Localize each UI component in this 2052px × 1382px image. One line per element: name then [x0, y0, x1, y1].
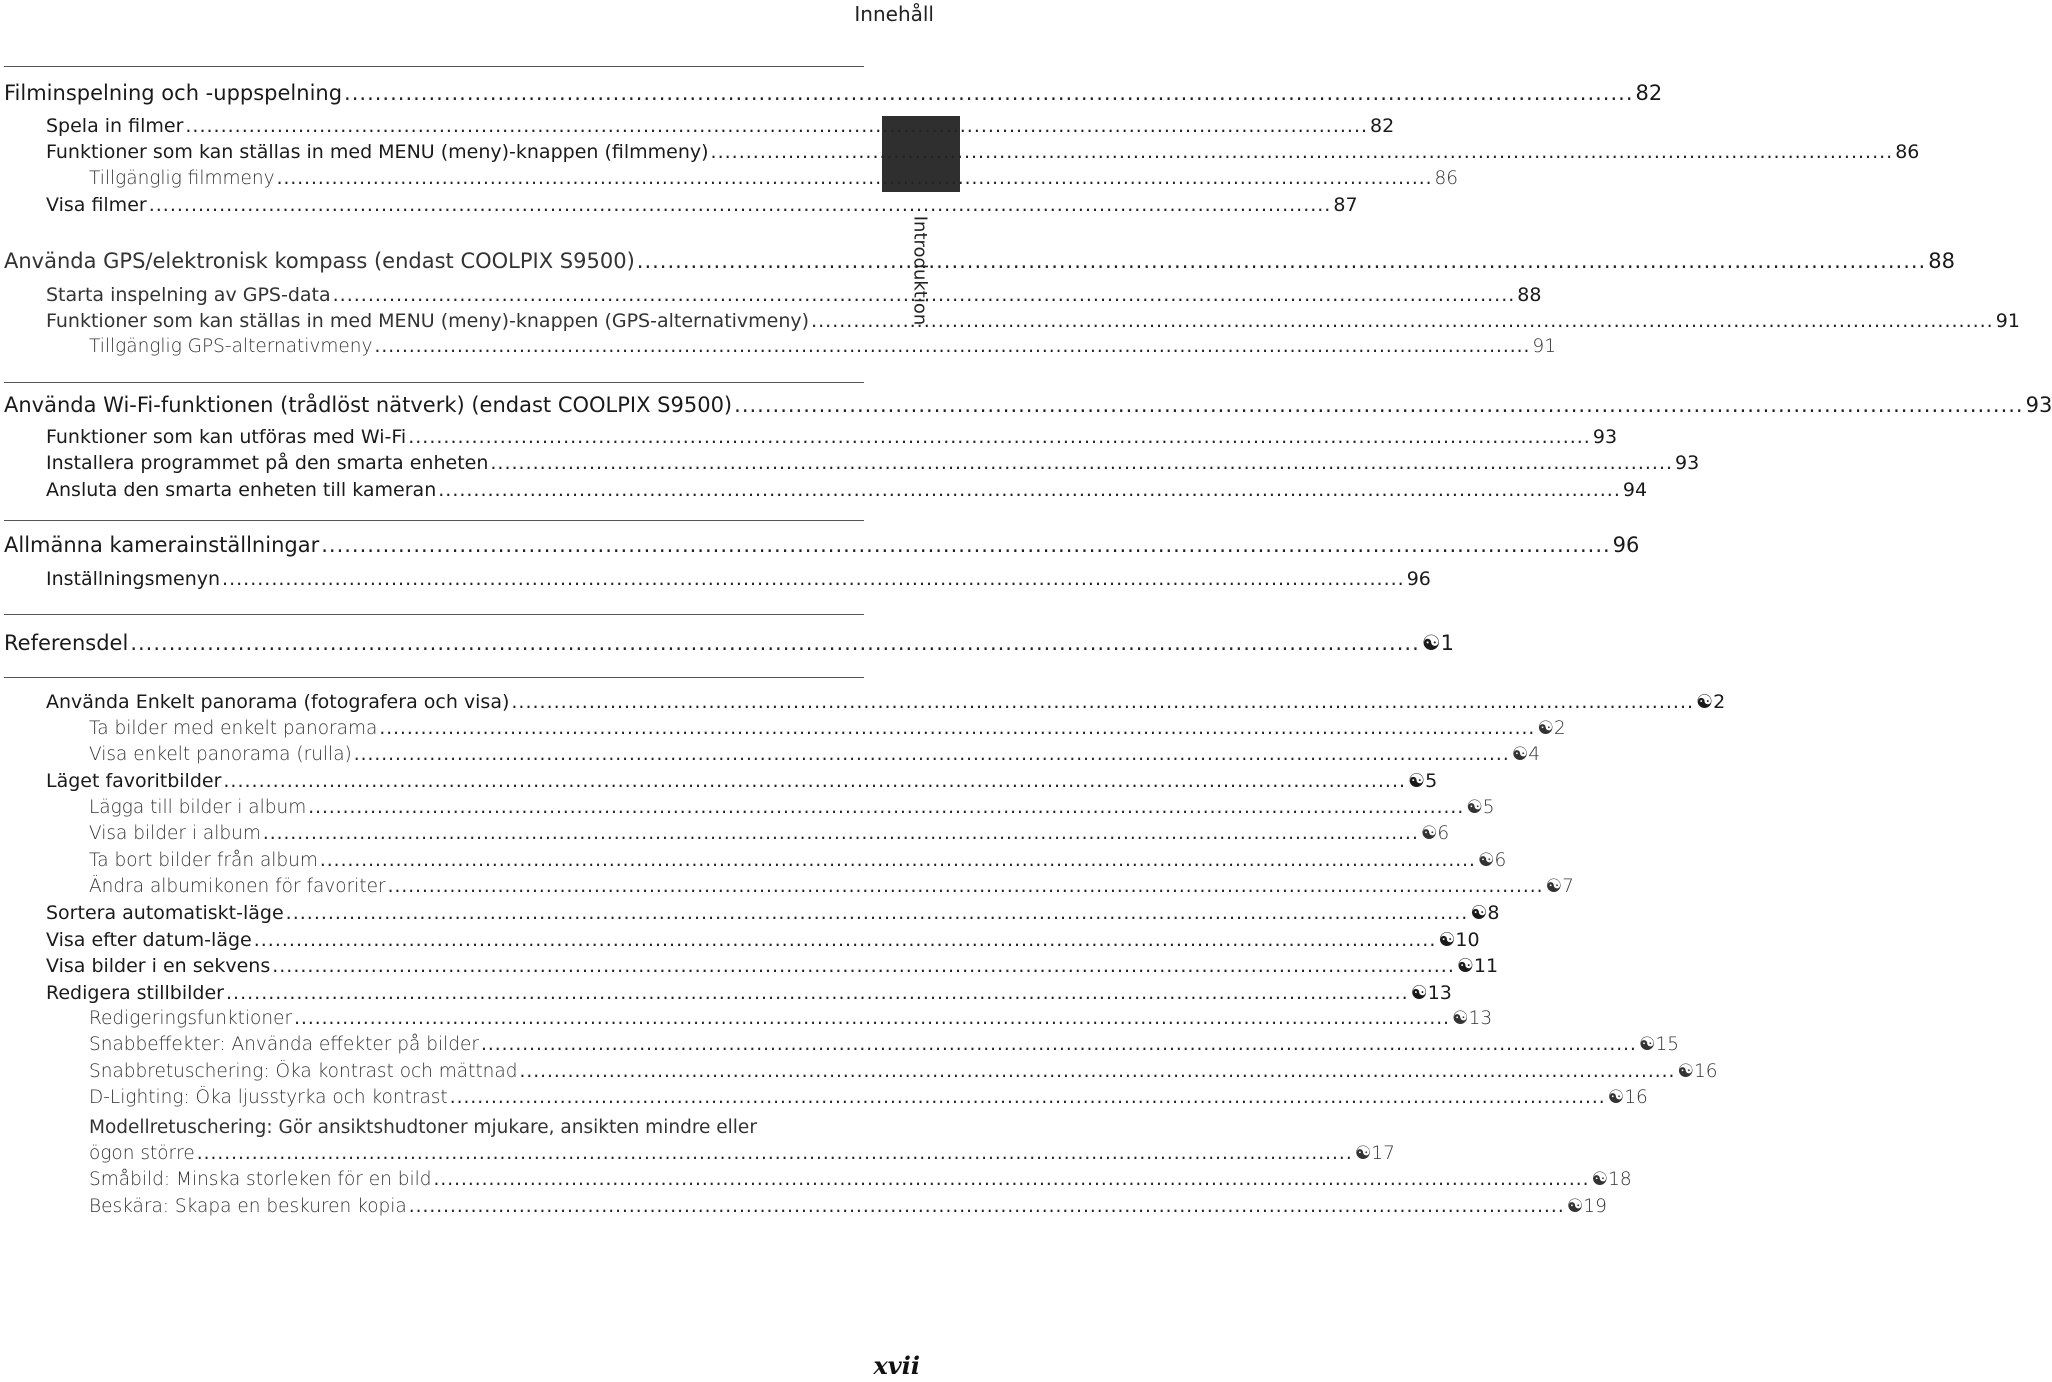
toc-entry-title: Inställningsmenyn	[46, 568, 221, 590]
reference-icon: ☯	[1354, 1143, 1372, 1164]
toc-entry-title: Redigeringsfunktioner	[89, 1008, 293, 1029]
toc-entry-title: Visa bilder i album	[89, 823, 261, 844]
toc-entry[interactable]	[89, 1087, 1648, 1108]
toc-leader-dots: ........................................................................................................................................................................	[223, 770, 1407, 792]
toc-entry-title: Använda GPS/elektronisk kompass (endast COOLPIX S9500)	[4, 249, 635, 273]
reference-icon: ☯	[1410, 982, 1428, 1004]
toc-entry-title: Beskära: Skapa en beskuren kopia	[89, 1196, 407, 1217]
toc-entry[interactable]	[46, 902, 1500, 924]
toc-entry-title: Funktioner som kan ställas in med MENU (meny)-knappen (GPS-alternativmeny)	[46, 310, 810, 332]
page-header: Innehåll	[854, 2, 934, 26]
section-divider	[4, 382, 864, 383]
toc-entry-page: ☯16	[1677, 1061, 1718, 1082]
toc-leader-dots: ........................................................................................................................................................................	[387, 876, 1544, 897]
section-divider	[4, 677, 864, 678]
toc-entry-page: ☯7	[1545, 876, 1574, 897]
reference-icon: ☯	[1511, 744, 1529, 765]
toc-leader-dots: ........................................................................................................................................................................	[433, 1169, 1590, 1190]
toc-entry-title: Filminspelning och -uppspelning	[4, 81, 343, 105]
toc-leader-dots: ........................................................................................................................................................................	[308, 797, 1465, 818]
toc-entry-title: Snabbretuschering: Öka kontrast och mättnad	[89, 1061, 518, 1082]
toc-entry[interactable]	[46, 479, 1648, 501]
toc-leader-dots: ........................................................................................................................................................................	[344, 81, 1634, 105]
toc-leader-dots: ........................................................................................................................................................................	[196, 1143, 1353, 1164]
toc-entry[interactable]	[89, 336, 1556, 357]
reference-icon: ☯	[1408, 770, 1426, 792]
toc-entry-title: Redigera stillbilder	[46, 982, 224, 1004]
toc-entry-title: Referensdel	[4, 631, 129, 655]
toc-entry-page: ☯18	[1591, 1169, 1632, 1190]
section-divider	[4, 614, 864, 615]
toc-entry-page: ☯13	[1452, 1008, 1493, 1029]
toc-leader-dots: ........................................................................................................................................................................	[148, 194, 1332, 216]
toc-entry[interactable]	[89, 850, 1507, 871]
toc-entry-page: 96	[1612, 533, 1640, 557]
toc-entry[interactable]	[89, 797, 1495, 818]
toc-entry-title: Funktioner som kan ställas in med MENU (meny)-knappen (filmmeny)	[46, 141, 709, 163]
toc-entry[interactable]	[4, 631, 1454, 655]
toc-entry[interactable]	[46, 284, 1542, 306]
toc-entry-page: 86	[1434, 168, 1459, 189]
toc-entry[interactable]	[89, 1196, 1607, 1217]
reference-icon: ☯	[1456, 955, 1474, 977]
reference-icon: ☯	[1677, 1061, 1695, 1082]
page-number: xvii	[873, 1351, 920, 1380]
toc-leader-dots: ........................................................................................................................................................................	[408, 1196, 1565, 1217]
toc-leader-dots: ........................................................................................................................................................................	[185, 115, 1369, 137]
reference-icon: ☯	[1466, 797, 1483, 818]
toc-entry-page: ☯5	[1408, 770, 1438, 792]
toc-entry-page: 93	[1675, 452, 1700, 474]
toc-entry-page: ☯19	[1566, 1196, 1607, 1217]
reference-icon: ☯	[1477, 850, 1495, 871]
toc-entry-page: ☯10	[1438, 929, 1480, 951]
reference-icon: ☯	[1421, 631, 1441, 655]
toc-entry-title-line1: Modellretuschering: Gör ansiktshudtoner mjukare, ansikten mindre eller	[89, 1117, 757, 1138]
toc-leader-dots: ........................................................................................................................................................................	[353, 744, 1510, 765]
toc-entry-page: 91	[1995, 310, 2020, 332]
toc-entry[interactable]	[89, 1169, 1632, 1190]
toc-entry[interactable]	[46, 310, 2020, 332]
toc-leader-dots: ........................................................................................................................................................................	[321, 533, 1611, 557]
toc-entry[interactable]	[4, 393, 2052, 417]
toc-leader-dots: ........................................................................................................................................................................	[449, 1087, 1606, 1108]
toc-leader-dots: ........................................................................................................................................................................	[408, 426, 1591, 448]
toc-entry-title: Tillgänglig filmmeny	[89, 168, 275, 189]
toc-entry[interactable]	[46, 194, 1358, 216]
toc-entry-title: Läget favoritbilder	[46, 770, 222, 792]
toc-leader-dots: ........................................................................................................................................................................	[379, 718, 1536, 739]
toc-entry-title: Visa filmer	[46, 194, 147, 216]
reference-icon: ☯	[1470, 902, 1488, 924]
toc-entry[interactable]	[89, 1143, 1395, 1164]
toc-entry-page: ☯2	[1696, 691, 1726, 713]
toc-entry-page: 93	[1592, 426, 1618, 448]
toc-entry-page: 88	[1517, 284, 1542, 306]
toc-entry[interactable]	[46, 955, 1499, 977]
toc-entry-title: Använda Enkelt panorama (fotografera och visa)	[46, 691, 510, 713]
reference-icon: ☯	[1537, 718, 1554, 739]
toc-entry-page: 94	[1622, 479, 1648, 501]
toc-entry-page: ☯16	[1607, 1087, 1648, 1108]
toc-entry-title: Småbild: Minska storleken för en bild	[89, 1169, 432, 1190]
toc-entry-page: 91	[1532, 336, 1556, 357]
toc-entry-title-line2: ögon större	[89, 1143, 195, 1164]
reference-icon: ☯	[1420, 823, 1438, 844]
toc-entry[interactable]	[89, 168, 1459, 189]
toc-leader-dots: ........................................................................................................................................................................	[272, 955, 1455, 977]
toc-leader-dots: ........................................................................................................................................................................	[636, 249, 1927, 273]
toc-entry[interactable]	[46, 115, 1395, 137]
reference-icon: ☯	[1696, 691, 1714, 713]
toc-entry-page: 86	[1895, 141, 1920, 163]
toc-leader-dots: ........................................................................................................................................................................	[222, 568, 1405, 590]
reference-icon: ☯	[1452, 1008, 1469, 1029]
reference-icon: ☯	[1638, 1034, 1656, 1055]
toc-entry-page: ☯8	[1470, 902, 1500, 924]
toc-entry[interactable]	[89, 1061, 1718, 1082]
toc-entry-page: 88	[1928, 249, 1955, 273]
toc-entry[interactable]	[46, 929, 1480, 951]
toc-entry-page: ☯6	[1420, 823, 1450, 844]
toc-entry-page: ☯17	[1354, 1143, 1395, 1164]
toc-entry-title: Sortera automatiskt-läge	[46, 902, 284, 924]
toc-leader-dots: ........................................................................................................................................................................	[374, 336, 1531, 357]
toc-entry[interactable]	[46, 568, 1431, 590]
toc-entry[interactable]	[89, 744, 1541, 765]
toc-entry-page: ☯4	[1511, 744, 1541, 765]
toc-entry-page: ☯15	[1638, 1034, 1680, 1055]
toc-entry-title: Visa efter datum-läge	[46, 929, 252, 951]
toc-entry-page: ☯2	[1537, 718, 1566, 739]
toc-entry-page: 82	[1370, 115, 1395, 137]
toc-entry-title: Visa bilder i en sekvens	[46, 955, 271, 977]
toc-entry-page: 96	[1406, 568, 1431, 590]
toc-leader-dots: ........................................................................................................................................................................	[294, 1008, 1451, 1029]
toc-entry-page: ☯6	[1477, 850, 1507, 871]
toc-entry[interactable]	[89, 718, 1566, 739]
toc-entry-title: Installera programmet på den smarta enheten	[46, 452, 489, 474]
toc-leader-dots: ........................................................................................................................................................................	[438, 479, 1621, 501]
toc-leader-dots: ........................................................................................................................................................................	[262, 823, 1419, 844]
reference-icon: ☯	[1591, 1169, 1609, 1190]
toc-entry-title: Snabbeffekter: Använda effekter på bilder	[89, 1034, 479, 1055]
toc-entry[interactable]	[4, 81, 1663, 105]
toc-entry[interactable]	[89, 1008, 1493, 1029]
toc-entry-title: Starta inspelning av GPS-data	[46, 284, 331, 306]
toc-entry-page: ☯1	[1421, 631, 1454, 655]
section-divider	[4, 520, 864, 521]
toc-leader-dots: ........................................................................................................................................................................	[226, 982, 1409, 1004]
toc-leader-dots: ........................................................................................................................................................................	[811, 310, 1994, 332]
toc-entry-page: ☯13	[1410, 982, 1452, 1004]
toc-entry[interactable]	[46, 982, 1452, 1004]
toc-leader-dots: ........................................................................................................................................................................	[480, 1034, 1637, 1055]
toc-entry-title: D-Lighting: Öka ljusstyrka och kontrast	[89, 1087, 448, 1108]
reference-icon: ☯	[1438, 929, 1456, 951]
toc-leader-dots: ........................................................................................................................................................................	[490, 452, 1674, 474]
toc-entry[interactable]	[46, 691, 1726, 713]
toc-entry-page: ☯5	[1466, 797, 1495, 818]
chapter-tab-label: Introduktion	[909, 215, 931, 325]
toc-leader-dots: ........................................................................................................................................................................	[519, 1061, 1676, 1082]
section-divider	[4, 66, 864, 67]
reference-icon: ☯	[1545, 876, 1563, 897]
toc-entry[interactable]	[46, 770, 1438, 792]
toc-entry-page: 93	[2025, 393, 2052, 417]
toc-entry-title: Allmänna kamerainställningar	[4, 533, 320, 557]
toc-leader-dots: ........................................................................................................................................................................	[511, 691, 1695, 713]
toc-entry-page: 87	[1333, 194, 1358, 216]
toc-entry-title: Använda Wi-Fi-funktionen (trådlöst nätverk) (endast COOLPIX S9500)	[4, 393, 733, 417]
toc-entry[interactable]	[89, 1034, 1680, 1055]
toc-entry[interactable]	[46, 141, 1920, 163]
toc-leader-dots: ........................................................................................................................................................................	[276, 168, 1433, 189]
toc-entry-title: Ta bilder med enkelt panorama	[89, 718, 378, 739]
toc-entry-title: Ansluta den smarta enheten till kameran	[46, 479, 437, 501]
toc-entry[interactable]	[46, 452, 1700, 474]
toc-entry-title: Ta bort bilder från album	[89, 850, 318, 871]
toc-entry-title: Lägga till bilder i album	[89, 797, 307, 818]
toc-leader-dots: ........................................................................................................................................................................	[734, 393, 2024, 417]
toc-entry[interactable]	[4, 533, 1640, 557]
toc-entry-title: Funktioner som kan utföras med Wi-Fi	[46, 426, 407, 448]
toc-entry-page: ☯11	[1456, 955, 1499, 977]
toc-entry-title: Visa enkelt panorama (rulla)	[89, 744, 352, 765]
reference-icon: ☯	[1607, 1087, 1625, 1108]
toc-entry[interactable]	[4, 249, 1955, 273]
toc-entry-title: Spela in filmer	[46, 115, 184, 137]
toc-entry[interactable]	[89, 823, 1450, 844]
toc-entry[interactable]	[46, 426, 1618, 448]
reference-icon: ☯	[1566, 1196, 1584, 1217]
toc-leader-dots: ........................................................................................................................................................................	[285, 902, 1469, 924]
toc-entry-title: Tillgänglig GPS-alternativmeny	[89, 336, 373, 357]
toc-entry-title: Ändra albumikonen för favoriter	[89, 876, 386, 897]
toc-leader-dots: ........................................................................................................................................................................	[710, 141, 1894, 163]
toc-leader-dots: ........................................................................................................................................................................	[130, 631, 1420, 655]
toc-leader-dots: ........................................................................................................................................................................	[319, 850, 1476, 871]
toc-leader-dots: ........................................................................................................................................................................	[332, 284, 1516, 306]
toc-entry-page: 82	[1635, 81, 1663, 105]
toc-entry[interactable]	[89, 876, 1574, 897]
toc-leader-dots: ........................................................................................................................................................................	[253, 929, 1437, 951]
